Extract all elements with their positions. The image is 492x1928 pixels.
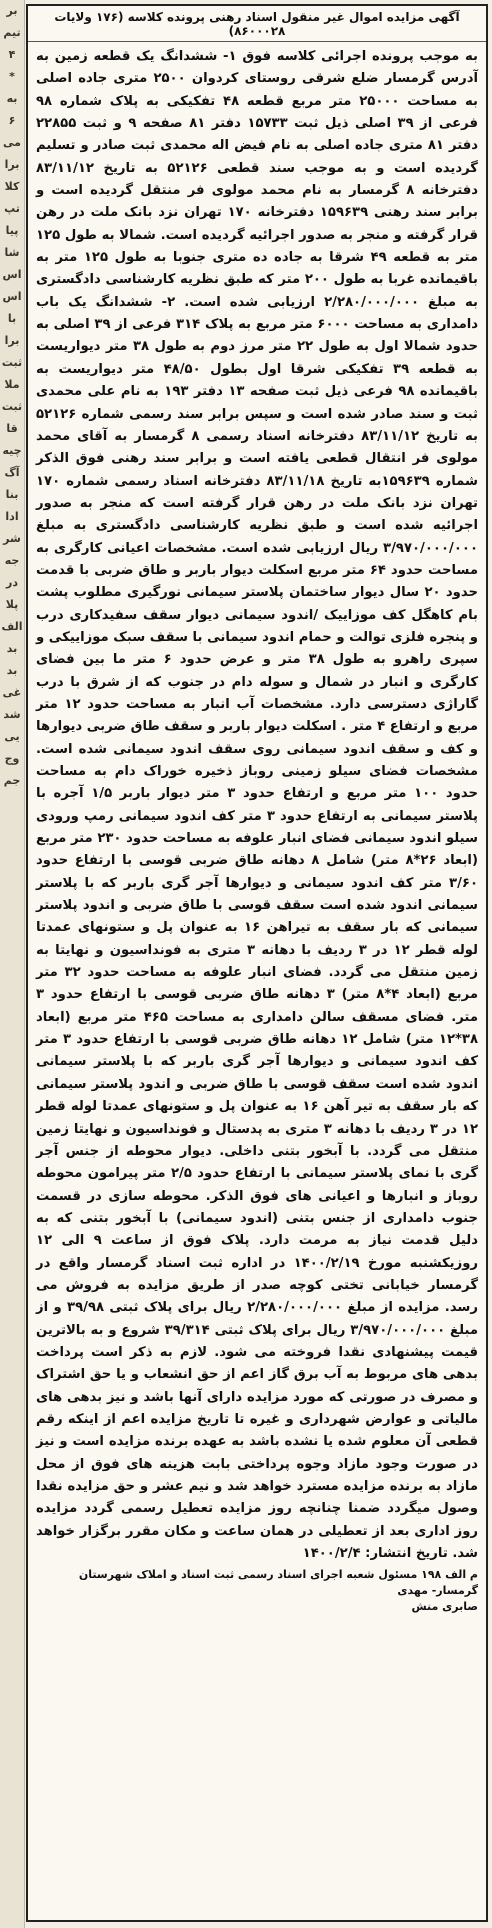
strip-fragment: تیم [3,26,21,39]
strip-fragment: شر [3,532,21,545]
strip-fragment: الف [1,620,23,633]
strip-fragment: وج [4,752,20,765]
strip-fragment: چیه [2,444,22,457]
strip-fragment: بد [6,642,18,655]
strip-fragment: جه [4,554,20,567]
strip-fragment: ادا [5,510,19,523]
footer-signature-line: م الف ۱۹۸ مسئول شعبه اجرای اسناد رسمی ثبت اسناد و املاک شهرستان گرمسار- مهدی [78,1568,478,1598]
strip-fragment: شا [4,246,20,259]
strip-fragment: برا [4,158,20,171]
strip-fragment: بر [6,4,18,17]
strip-fragment: آگ [4,466,20,479]
notice-header: آگهی مزایده اموال غیر منقول اسناد رهنی پرونده کلاسه (۱۷۶ ولایات ۸۶۰۰۰۲۸) [28,6,486,42]
auction-notice [26,4,488,1922]
strip-fragment: در [6,576,18,589]
strip-fragment: شد [3,708,21,721]
strip-fragment: * [9,70,15,83]
strip-fragment: با [7,312,17,325]
strip-fragment: بد [6,664,18,677]
strip-fragment: تپ [4,202,20,215]
strip-fragment: غی [2,686,22,699]
strip-fragment: یی [4,730,20,743]
strip-fragment: کلا [4,180,20,193]
notice-body: به موجب پرونده اجرائی کلاسه فوق ۱- ششدانگ یک قطعه زمین به آدرس گرمسار ضلع شرقی روستای کردوان ۲۵۰۰ متری جاده اصلی به مساحت ۲۵۰۰۰ متر مربع قطعه ۴۸ تفکیکی به پلاک شماره ۹۸ فرعی از ۳۹ اصلی ذیل ثبت ۱۵۷۳۳ دفتر ۸۱ صفحه ۹ و ثبت ۲۲۸۵۵ دفتر ۸۱ متری جاده اصلی به نام فیض اله محمدی ثبت صادر و تسلیم گردیده است و به موجب سند قطعی ۵۲۱۲۶ به تاریخ ۸۳/۱۱/۱۲ دفترخانه ۸ گرمسار به نام محمد مولوی فر منتقل گردیده است و برابر سند رهنی ۱۵۹۶۳۹ دفترخانه ۱۷۰ تهران نزد بانک ملت در رهن قرار گرفته و منجر به صدور اجرائیه گردیده است. شمالا به طول ۱۲۵ متر به قطعه ۴۹ شرقا به جاده ده متری جنوبا به طول ۱۲۵ متر به باقیمانده غربا به طول ۲۰۰ متر که طبق نظریه کارشناسی دادگستری به مبلغ ۲/۲۸۰/۰۰۰/۰۰۰ ارزیابی شده است. ۲- ششدانگ یک باب دامداری به مساحت ۶۰۰۰ متر مربع به پلاک ۳۱۴ فرعی از ۳۹ اصلی به حدود شمالا اول به طول ۲۲ متر مرز دوم به طول ۳۸ متر دیواریست به قطعه ۳۹ تفکیکی شرقا اول بطول ۴۸/۵۰ متر دیواریست به باقیمانده ۹۸ فرعی ذیل ثبت صفحه ۱۳ دفتر ۱۹۳ به نام علی محمدی ثبت و سند صادر شده است و سپس برابر سند رسمی شماره ۵۲۱۲۶ به تاریخ ۸۳/۱۱/۱۲ دفترخانه اسناد رسمی ۸ گرمسار به آقای محمد مولوی فر انتقال قطعی یافته است و برابر سند رهنی فوق الذکر شماره ۱۵۹۶۳۹به تاریخ ۸۳/۱۱/۱۸ دفترخانه اسناد رسمی شماره ۱۷۰ تهران نزد بانک ملت در رهن قرار گرفته است که منجر به صدور اجرائیه شده است و طبق نظریه کارشناسی دادگستری به مبلغ ۳/۹۷۰/۰۰۰/۰۰۰ ریال ارزیابی شده است. مشخصات اعیانی کارگری به مساحت حدود ۶۴ متر مربع اسکلت دیوار باربر و طاق ضربی با قدمت حدود ۲۰ سال دیوار ساختمان پلاستر سیمانی نورگیری مطلوب پشت بام کاهگل کف موزاییک /اندود سیمانی دیوار سقف سفیدکاری درب و پنجره فلزی توالت و حمام اندود سیمانی با سقف سبک موزاییکی و سپری راهرو به طول ۳۸ متر و عرض حدود ۶ متر ما بین فضای کارگری و انبار در شمال و سوله دام در جنوب که از شرق با درب گاراژی دسترسی دارد. مشخصات آب انبار به مساحت حدود ۱۲ متر مربع و ارتفاع ۴ متر . اسکلت دیوار باربر و سقف طاق ضربی دیوارها و کف و سقف اندود سیمانی روی سقف اندود سیمانی شده است. مشخصات فضای سیلو زمینی روباز ذخیره خوراک دام به مساحت حدود ۱۰۰ متر مربع و ارتفاع حدود ۳ متر دیوار باربر ۱/۵ آجره با پلاستر سیمانی به ارتفاع حدود ۳ متر کف اندود سیمانی رمپ ورودی سیلو اندود سیمانی فضای انبار علوفه به مساحت حدود ۲۳۰ متر مربع (ابعاد ۲۶*۸ متر) شامل ۸ دهانه طاق ضربی قوسی با ارتفاع حدود ۳/۶۰ متر کف اندود سیمانی و دیوارها آجر گری باربر که با پلاستر سیمانی اندود شده است سقف قوسی با طاق ضربی و اندود پلاستر سیمانی که بار سقف به تیراهن ۱۶ به عنوان پل و ستونهای عمدتا لوله قطر ۱۲ در ۳ ردیف با دهانه ۳ متری به فونداسیون و نهایتا به زمین منتقل می گردد. فضای انبار علوفه به مساحت حدود ۳۲ متر مربع (ابعاد ۴*۸ متر) ۳ دهانه طاق ضربی قوسی با ارتفاع حدود ۳ متر. فضای مسقف سالن دامداری به مساحت ۴۶۵ متر مربع (ابعاد ۳۸*۱۲ متر) شامل ۱۲ دهانه طاق ضربی قوسی با ارتفاع حدود ۳ متر کف اندود سیمانی و دیوارها آجر گری باربر که با پلاستر سیمانی اندود شده است سقف قوسی با طاق ضربی و اندود پلاستر سیمانی که بار سقف به تیر آهن ۱۶ به عنوان پل و ستونهای عمدتا لوله قطر ۱۲ در ۳ ردیف با دهانه ۳ متری به پدستال و فونداسیون و نهایتا زمین منتقل می گردد. با آبخور بتنی داخلی. دیوار محوطه از جنس آجر گری با نمای پلاستر سیمانی با ارتفاع حدود ۲/۵ متر پیرامون محوطه روباز و انبارها و اعیانی های فوق الذکر. محوطه سازی در قسمت جنوب دامداری از جنس بتنی (اندود سیمانی) با آبخور بتنی که به دلیل قدمت نیاز به مرمت دارد. پلاک فوق از ساعت ۹ الی ۱۲ روزیکشنبه مورخ ۱۴۰۰/۲/۱۹ در اداره ثبت اسناد گرمسار واقع در گرمسار خیابانی تختی کوچه صدر از طریق مزایده به فروش می رسد. مزایده از مبلغ ۲/۲۸۰/۰۰۰/۰۰۰ ریال برای پلاک ثبتی ۳۹/۹۸ و از مبلغ ۳/۹۷۰/۰۰۰/۰۰۰ ریال برای پلاک ثبتی ۳۹/۳۱۴ شروع و به بالاترین قیمت پیشنهادی نقدا فروخته می شود. لازم به ذکر است پرداخت بدهی های مربوط به آب برق گاز اعم از حق انشعاب و یا حق اشتراک و مصرف در صورتی که مورد مزایده دارای آنها باشد و نیز بدهی های مالیاتی و عوارض شهرداری و غیره تا تاریخ مزایده اعم از اینکه رقم قطعی آن معلوم شده یا نشده باشد به عهده برنده مزایده است و نیز در صورت وجود مازاد وجوه پرداختی بابت هزینه های فوق از محل مازاد به برنده مزایده مسترد خواهد شد و نیم عشر و حق مزایده نقدا وصول میگردد ضمنا چنانچه روز مزایده تعطیل رسمی گردد مزایده روز اداری بعد از تعطیلی در همان ساعت و مکان مقرر برگزار خواهد شد. تاریخ انتشار: ۱۴۰۰/۲/۴ [36,49,479,1562]
strip-fragment: پیا [5,224,19,237]
strip-fragment: ملا [4,378,20,391]
strip-fragment: ۴ [8,48,16,61]
strip-fragment: به [6,92,18,105]
strip-fragment: اس [2,268,22,281]
notice-footer [28,1565,486,1621]
strip-fragment: پلا [5,598,19,611]
strip-fragment: ثبت [1,356,23,369]
strip-fragment: ثبت [1,400,23,413]
footer-signature-name: صابری منش [411,1600,478,1614]
adjacent-column-fragment [0,0,25,1928]
strip-fragment: جم [3,774,21,787]
strip-fragment: می [3,136,21,149]
strip-fragment: قا [6,422,18,435]
strip-fragment: برا [4,334,20,347]
strip-fragment: بنا [5,488,19,501]
strip-fragment: ۶ [8,114,16,127]
strip-fragment: اس [2,290,22,303]
